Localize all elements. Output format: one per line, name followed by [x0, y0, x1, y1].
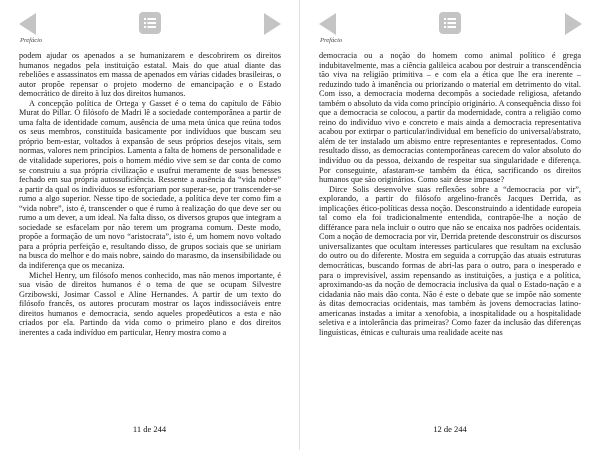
right-page: [300, 0, 600, 450]
chevron-left-icon[interactable]: [319, 13, 336, 35]
chevron-right-icon[interactable]: [565, 13, 582, 35]
paragraph: A concepção política de Ortega y Gasset é o tema do capítulo de Fábio Murat do Pillar. O filósofo de Madri lê a sociedade contemporânea a partir de uma falta de identidade comum, ausência de uma meta única que reúna todos os seus membros, constituída basicamente por indivíduos que buscam seu próprio bem-estar, voltados à expansão de seus próprios desejos vitais, sem normas, valores nem princípios. Lamenta a falta de homens de personalidade e de vitalidade superiores, pois o homem médio vive sem se dar conta de como se construiu a sua própria civilização e usufrui meramente de suas benesses fechado em sua própria autossuficiência. Ressente a ausência da “vida nobre” a partir da qual os indivíduos se esforçariam por superar-se, por transcender-se rumo a algo superior. Nesse tipo de sociedade, a política deve ter como fim a “vida nobre”, isto é, transcender o que é rumo à realização do que deve ser ou rumo a um dever, a um ideal. Na falta disso, os diversos grupos que integram a sociedade se esfacelam por não terem um programa comum. Deste modo, propõe a formação de um novo “aristocrata”, isto é, um homem novo voltado para a própria perfeição e, resultando disso, de grupos sociais que se uniriam na busca do melhor e do mais nobre, saindo do marasmo, da insensibilidade ou da indiferença que os mecaniza.: [19, 98, 281, 271]
list-icon[interactable]: [439, 12, 461, 34]
page-number: 11 de 244: [132, 424, 167, 434]
page-body-text: [319, 51, 581, 337]
list-icon[interactable]: [139, 12, 161, 34]
running-head: Prefácio: [20, 37, 43, 44]
left-toolbar: [0, 0, 299, 46]
chevron-right-icon[interactable]: [264, 13, 281, 35]
paragraph: democracia ou a noção do homem como animal político é grega indubitavelmente, mas a ciência galileica acabou por destruir a transcendência tão viva na religião primitiva – e com ela a ética que lhe era inerente – reduzindo tudo à imanência ou priorizando o material em detrimento do vital. Com isso, a democracia moderna decompõs a sociedade religiosa, afetando também o absoluto da vida como princípio originário. A consequência disso foi que a democracia se colocou, a partir da modernidade, contra a religião como reino do indivíduo vivo e concreto e mais ainda a democracia representativa acabou por extirpar o particular/individual em benefício do universal/abstrato, além de ter instalado um abismo entre representantes e representados. Como resultado disso, as democracias contemporâneas carecem do valor absoluto do indivíduo ou da pessoa, deixando de respeitar sua singularidade e diferença. Por conseguinte, afastaram-se também da ética, sacrificando os direitos humanos que são originários. Como sair desse impasse?: [319, 51, 581, 185]
page-body-text: [19, 51, 281, 337]
right-toolbar: [300, 0, 600, 46]
paragraph: Michel Henry, um filósofo menos conhecido, mas não menos importante, é sua visão de direitos humanos é o tema de que se ocupam Silvestre Grzibowski, Josimar Cassol e Aline Hernandes. A partir de um texto do filósofo francês, os autores procuram mostrar os laços indissociáveis entre direitos humanos e democracia, sendo aqueles propedêuticos a esta e não criados por ela. Partindo da vida como o primeiro plano e dos direitos inerentes a cada indivíduo em particular, Henry mostra como a: [19, 270, 281, 337]
chevron-left-icon[interactable]: [19, 13, 36, 35]
page-number: 12 de 244: [433, 424, 467, 434]
paragraph: podem ajudar os apenados a se humanizarem e descobrirem os direitos humanos negados pela instituição estatal. Mais do que atual diante das rebeliões e assassinatos em massa de apenados em várias cidades brasileiras, o autor propõe repensar o projeto moderno de emancipação e o Estado democrático de direito à luz dos direitos humanos.: [19, 51, 281, 99]
paragraph: Dirce Solis desenvolve suas reflexões sobre a “democracia por vir”, explorando, a partir do filósofo argelino-francês Jacques Derrida, as implicações ético-políticas dessa noção. Desconstruindo a identidade europeia tal como ela foi tradicionalmente entendida, contrapõe-lhe a noção de différance para nela incluir o outro que não se encaixa nos padrões ocidentais. Com a noção de democracia por vir, Derrida pretende desconstruir os discursos universalizantes que ocultam interesses particulares que resultam na exclusão do outro ou do diferente. Mostra em seguida a corrupção das atuais estruturas democráticas, buscando formas de abri-las para o outro, para o inesperado e para o imprevisível, assim repensando as instituições, a justiça e a política, aproximando-as da noção de democracia inclusiva da qual o Estado-nação e a cidadania não mais dão conta. Não é este o debate que se impõe não somente às ditas democracias ocidentais, mas também às jovens democracias latino-americanas instadas a imitar a xenofobia, a inospitalidade ou a hospitalidade seletiva e a intolerância das primeiras? Como fazer da inclusão das diferenças linguísticas, étnicas e culturais uma realidade aceite nas: [319, 184, 581, 337]
running-head: Prefácio: [320, 37, 343, 44]
